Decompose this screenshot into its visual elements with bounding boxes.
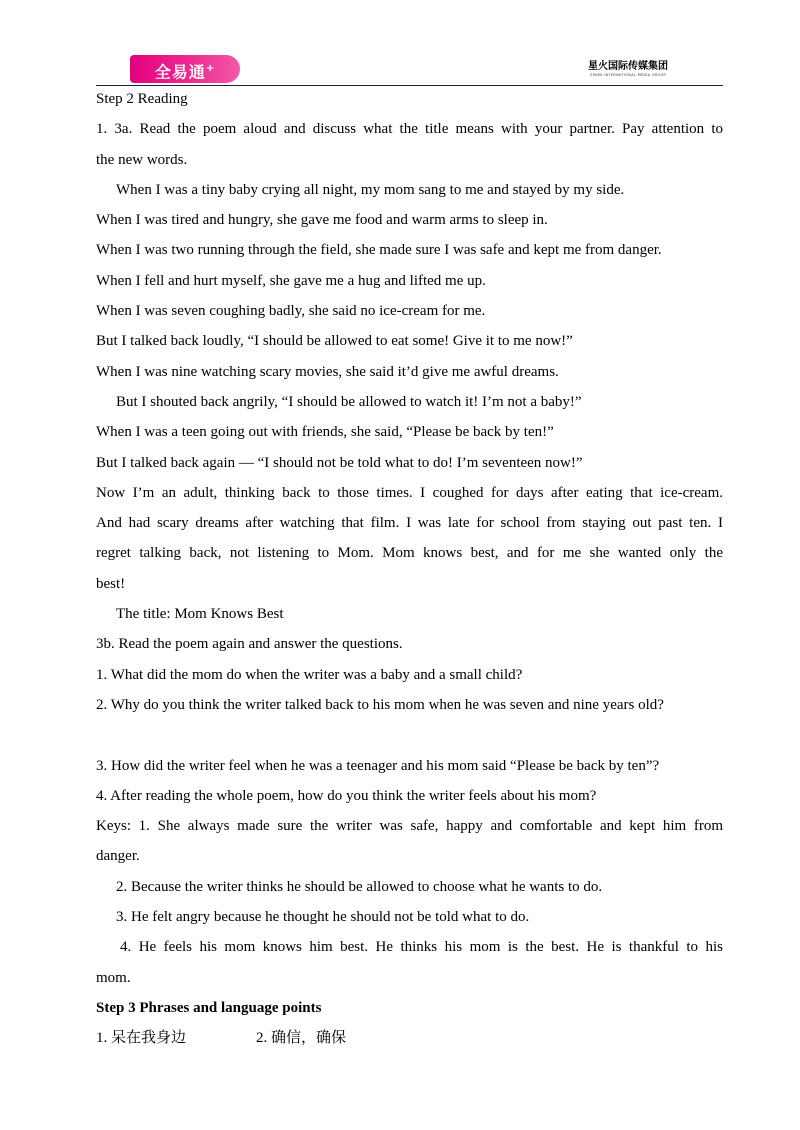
phrase-item: 2. 确信，确保: [256, 1030, 347, 1047]
publisher-brand: [588, 61, 668, 77]
poem-title-answer: The title: Mom Knows Best: [116, 606, 284, 623]
answer-line: danger.: [96, 848, 140, 865]
poem-line: When I was a teen going out with friends, she said, “Please be back by ten!”: [96, 424, 554, 441]
poem-line: regret talking back, not listening to Mom. Mom knows best, and for me she wanted only the: [96, 545, 723, 562]
poem-line: When I was two running through the field, she made sure I was safe and kept me from danger.: [96, 242, 662, 259]
question-line: 3. How did the writer feel when he was a teenager and his mom said “Please be back by ten”?: [96, 757, 660, 774]
question-line: 1. What did the mom do when the writer was a baby and a small child?: [96, 666, 523, 683]
poem-line: Now I’m an adult, thinking back to those times. I coughed for days after eating that ice-cream.: [96, 484, 723, 501]
instruction-line: 1. 3a. Read the poem aloud and discuss what the title means with your partner. Pay attention to: [96, 121, 723, 138]
poem-line: But I talked back loudly, “I should be allowed to eat some! Give it to me now!”: [96, 333, 573, 350]
poem-line: When I fell and hurt myself, she gave me a hug and lifted me up.: [96, 272, 486, 289]
phrase-list: [96, 1023, 723, 1053]
blank-line: [96, 720, 723, 750]
logo-mark: +: [205, 63, 216, 74]
question-line: 4. After reading the whole poem, how do you think the writer feels about his mom?: [96, 787, 597, 804]
answer-line: 2. Because the writer thinks he should be allowed to choose what he wants to do.: [116, 878, 603, 895]
poem-line: But I shouted back angrily, “I should be allowed to watch it! I’m not a baby!”: [116, 393, 582, 410]
brand-logo: [130, 55, 240, 83]
publisher-name-cn: 星火国际传媒集团: [588, 61, 668, 72]
publisher-name-en: SPARK INTERNATIONAL MEDIA GROUP: [590, 73, 666, 77]
answer-line: mom.: [96, 969, 131, 986]
answer-line: 4. He feels his mom knows him best. He thinks his mom is the best. He is thankful to his: [120, 939, 723, 956]
instruction-line: 3b. Read the poem again and answer the questions.: [96, 636, 403, 653]
poem-line: When I was tired and hungry, she gave me food and warm arms to sleep in.: [96, 212, 548, 229]
question-line: 2. Why do you think the writer talked back to his mom when he was seven and nine years old?: [96, 696, 664, 713]
answer-line: Keys: 1. She always made sure the writer was safe, happy and comfortable and kept him from: [96, 818, 723, 835]
section-heading: Step 3 Phrases and language points: [96, 999, 322, 1016]
phrase-item: 1. 呆在我身边: [96, 1030, 187, 1047]
page-header: [96, 55, 723, 87]
poem-line: But I talked back again — “I should not be told what to do! I’m seventeen now!”: [96, 454, 583, 471]
poem-line: When I was seven coughing badly, she said no ice-cream for me.: [96, 303, 486, 320]
document-body: [96, 84, 723, 1054]
poem-line: When I was nine watching scary movies, she said it’d give me awful dreams.: [96, 363, 559, 380]
instruction-line: the new words.: [96, 151, 188, 168]
poem-line: And had scary dreams after watching that film. I was late for school from staying out past ten. I: [96, 515, 723, 532]
poem-line: When I was a tiny baby crying all night, my mom sang to me and stayed by my side.: [116, 181, 625, 198]
poem-line: best!: [96, 575, 126, 592]
answer-line: 3. He felt angry because he thought he should not be told what to do.: [116, 909, 530, 926]
section-heading: Step 2 Reading: [96, 91, 188, 107]
logo-text: 全易通: [154, 62, 206, 82]
